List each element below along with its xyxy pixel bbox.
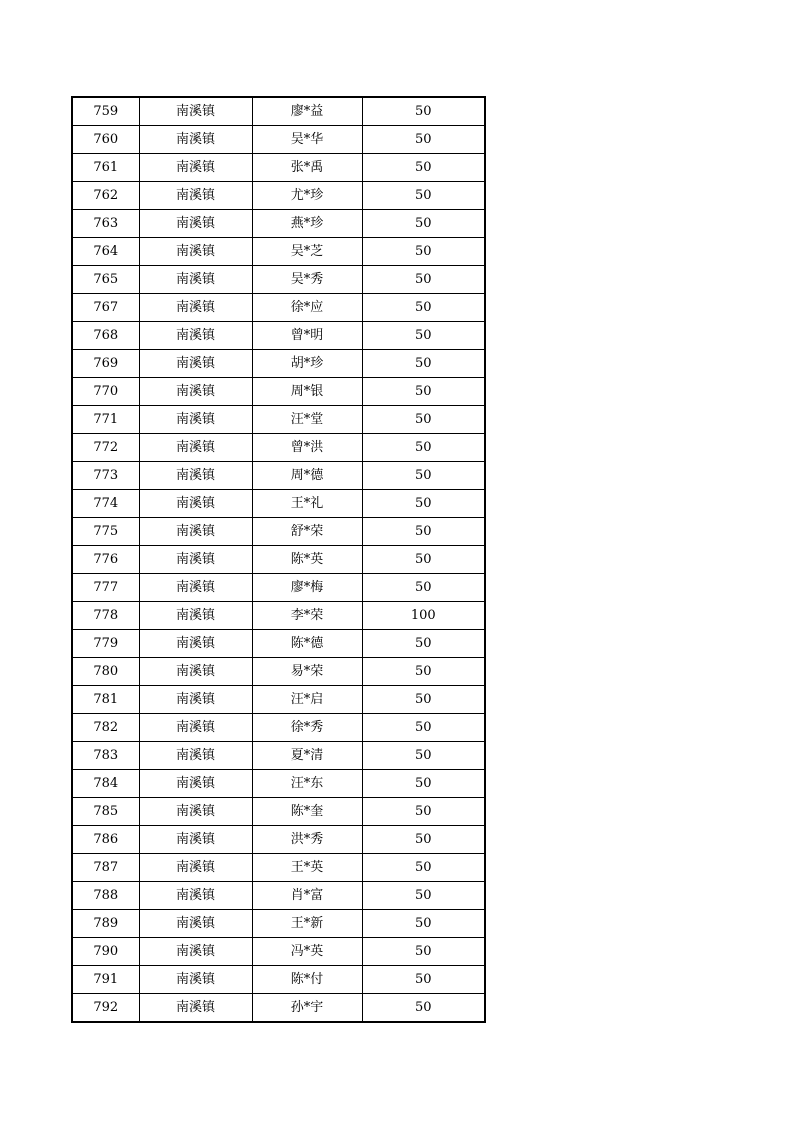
town-cell: 南溪镇 (139, 322, 252, 350)
person-name-cell: 洪*秀 (252, 826, 362, 854)
person-name-cell: 吴*华 (252, 126, 362, 154)
row-number-cell: 779 (72, 630, 139, 658)
table-row (72, 434, 485, 462)
table-row (72, 798, 485, 826)
town-cell: 南溪镇 (139, 798, 252, 826)
row-number-cell: 760 (72, 126, 139, 154)
row-number-cell: 791 (72, 966, 139, 994)
table-row (72, 154, 485, 182)
town-cell: 南溪镇 (139, 910, 252, 938)
row-number-cell: 788 (72, 882, 139, 910)
row-number-cell: 780 (72, 658, 139, 686)
row-number-cell: 783 (72, 742, 139, 770)
row-number-cell: 759 (72, 97, 139, 126)
person-name-cell: 吴*芝 (252, 238, 362, 266)
table-row (72, 658, 485, 686)
person-name-cell: 李*荣 (252, 602, 362, 630)
town-cell: 南溪镇 (139, 826, 252, 854)
amount-cell: 50 (362, 434, 485, 462)
amount-cell: 50 (362, 490, 485, 518)
town-cell: 南溪镇 (139, 854, 252, 882)
table-row (72, 630, 485, 658)
table-row (72, 518, 485, 546)
person-name-cell: 陈*奎 (252, 798, 362, 826)
town-cell: 南溪镇 (139, 770, 252, 798)
amount-cell: 50 (362, 154, 485, 182)
amount-cell: 50 (362, 686, 485, 714)
amount-cell: 50 (362, 126, 485, 154)
amount-cell: 50 (362, 322, 485, 350)
person-name-cell: 汪*堂 (252, 406, 362, 434)
amount-cell: 50 (362, 238, 485, 266)
row-number-cell: 764 (72, 238, 139, 266)
person-name-cell: 胡*珍 (252, 350, 362, 378)
table-row (72, 238, 485, 266)
town-cell: 南溪镇 (139, 406, 252, 434)
table-row (72, 686, 485, 714)
row-number-cell: 767 (72, 294, 139, 322)
town-cell: 南溪镇 (139, 658, 252, 686)
table-row (72, 742, 485, 770)
table-row (72, 378, 485, 406)
row-number-cell: 784 (72, 770, 139, 798)
amount-cell: 50 (362, 882, 485, 910)
amount-cell: 50 (362, 854, 485, 882)
row-number-cell: 777 (72, 574, 139, 602)
town-cell: 南溪镇 (139, 462, 252, 490)
amount-cell: 50 (362, 630, 485, 658)
table-row (72, 266, 485, 294)
amount-cell: 50 (362, 294, 485, 322)
town-cell: 南溪镇 (139, 238, 252, 266)
table-row (72, 854, 485, 882)
amount-cell: 50 (362, 378, 485, 406)
row-number-cell: 787 (72, 854, 139, 882)
amount-cell: 50 (362, 770, 485, 798)
table-row (72, 350, 485, 378)
person-name-cell: 易*荣 (252, 658, 362, 686)
table-row (72, 938, 485, 966)
person-name-cell: 廖*益 (252, 97, 362, 126)
amount-cell: 50 (362, 518, 485, 546)
row-number-cell: 762 (72, 182, 139, 210)
person-name-cell: 冯*英 (252, 938, 362, 966)
town-cell: 南溪镇 (139, 434, 252, 462)
town-cell: 南溪镇 (139, 546, 252, 574)
person-name-cell: 周*银 (252, 378, 362, 406)
row-number-cell: 768 (72, 322, 139, 350)
table-row (72, 602, 485, 630)
person-name-cell: 陈*德 (252, 630, 362, 658)
table-row (72, 882, 485, 910)
town-cell: 南溪镇 (139, 630, 252, 658)
amount-cell: 50 (362, 574, 485, 602)
row-number-cell: 774 (72, 490, 139, 518)
amount-cell: 50 (362, 658, 485, 686)
town-cell: 南溪镇 (139, 126, 252, 154)
table-row (72, 826, 485, 854)
person-name-cell: 廖*梅 (252, 574, 362, 602)
table-row (72, 294, 485, 322)
table-row (72, 406, 485, 434)
row-number-cell: 785 (72, 798, 139, 826)
table-row (72, 994, 485, 1023)
person-name-cell: 孙*宇 (252, 994, 362, 1023)
amount-cell: 50 (362, 406, 485, 434)
amount-cell: 50 (362, 994, 485, 1023)
person-name-cell: 汪*启 (252, 686, 362, 714)
row-number-cell: 772 (72, 434, 139, 462)
town-cell: 南溪镇 (139, 714, 252, 742)
row-number-cell: 765 (72, 266, 139, 294)
town-cell: 南溪镇 (139, 97, 252, 126)
amount-cell: 50 (362, 826, 485, 854)
town-cell: 南溪镇 (139, 574, 252, 602)
town-cell: 南溪镇 (139, 266, 252, 294)
amount-cell: 100 (362, 602, 485, 630)
amount-cell: 50 (362, 938, 485, 966)
person-name-cell: 王*礼 (252, 490, 362, 518)
amount-cell: 50 (362, 742, 485, 770)
table-row (72, 210, 485, 238)
town-cell: 南溪镇 (139, 378, 252, 406)
table-row (72, 182, 485, 210)
town-cell: 南溪镇 (139, 294, 252, 322)
amount-cell: 50 (362, 714, 485, 742)
row-number-cell: 781 (72, 686, 139, 714)
table-row (72, 714, 485, 742)
person-name-cell: 陈*英 (252, 546, 362, 574)
person-name-cell: 夏*清 (252, 742, 362, 770)
town-cell: 南溪镇 (139, 686, 252, 714)
town-cell: 南溪镇 (139, 518, 252, 546)
person-name-cell: 陈*付 (252, 966, 362, 994)
person-name-cell: 周*德 (252, 462, 362, 490)
amount-cell: 50 (362, 910, 485, 938)
table-row (72, 322, 485, 350)
row-number-cell: 769 (72, 350, 139, 378)
amount-cell: 50 (362, 546, 485, 574)
amount-cell: 50 (362, 97, 485, 126)
row-number-cell: 771 (72, 406, 139, 434)
town-cell: 南溪镇 (139, 154, 252, 182)
person-name-cell: 王*英 (252, 854, 362, 882)
table-row (72, 490, 485, 518)
person-name-cell: 曾*明 (252, 322, 362, 350)
table-row (72, 126, 485, 154)
row-number-cell: 789 (72, 910, 139, 938)
amount-cell: 50 (362, 210, 485, 238)
amount-cell: 50 (362, 462, 485, 490)
amount-cell: 50 (362, 966, 485, 994)
person-name-cell: 汪*东 (252, 770, 362, 798)
row-number-cell: 776 (72, 546, 139, 574)
person-name-cell: 徐*应 (252, 294, 362, 322)
town-cell: 南溪镇 (139, 994, 252, 1023)
town-cell: 南溪镇 (139, 938, 252, 966)
person-name-cell: 曾*洪 (252, 434, 362, 462)
table-row (72, 770, 485, 798)
town-cell: 南溪镇 (139, 490, 252, 518)
town-cell: 南溪镇 (139, 182, 252, 210)
table-row (72, 546, 485, 574)
table-row (72, 910, 485, 938)
town-cell: 南溪镇 (139, 210, 252, 238)
row-number-cell: 773 (72, 462, 139, 490)
subsidy-table (71, 96, 486, 1023)
row-number-cell: 761 (72, 154, 139, 182)
amount-cell: 50 (362, 266, 485, 294)
person-name-cell: 尤*珍 (252, 182, 362, 210)
town-cell: 南溪镇 (139, 966, 252, 994)
town-cell: 南溪镇 (139, 882, 252, 910)
row-number-cell: 778 (72, 602, 139, 630)
table-row (72, 97, 485, 126)
person-name-cell: 舒*荣 (252, 518, 362, 546)
table-row (72, 462, 485, 490)
amount-cell: 50 (362, 182, 485, 210)
town-cell: 南溪镇 (139, 350, 252, 378)
row-number-cell: 763 (72, 210, 139, 238)
amount-cell: 50 (362, 350, 485, 378)
row-number-cell: 786 (72, 826, 139, 854)
table-row (72, 574, 485, 602)
row-number-cell: 782 (72, 714, 139, 742)
town-cell: 南溪镇 (139, 742, 252, 770)
row-number-cell: 790 (72, 938, 139, 966)
table-body (72, 97, 485, 1022)
person-name-cell: 张*禹 (252, 154, 362, 182)
person-name-cell: 肖*富 (252, 882, 362, 910)
person-name-cell: 徐*秀 (252, 714, 362, 742)
amount-cell: 50 (362, 798, 485, 826)
row-number-cell: 775 (72, 518, 139, 546)
person-name-cell: 吴*秀 (252, 266, 362, 294)
table-row (72, 966, 485, 994)
town-cell: 南溪镇 (139, 602, 252, 630)
row-number-cell: 770 (72, 378, 139, 406)
person-name-cell: 燕*珍 (252, 210, 362, 238)
row-number-cell: 792 (72, 994, 139, 1023)
person-name-cell: 王*新 (252, 910, 362, 938)
